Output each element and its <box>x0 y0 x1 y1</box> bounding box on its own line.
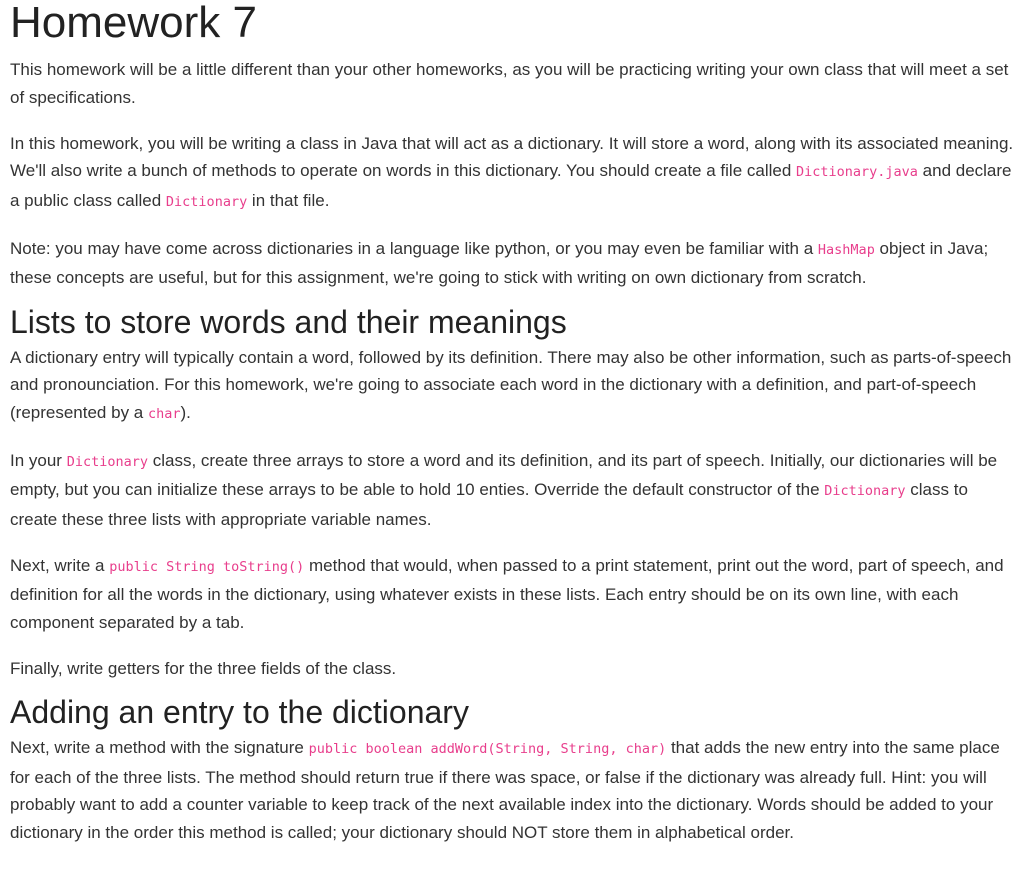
code-classname: Dictionary <box>66 453 148 470</box>
intro-paragraph-3 <box>10 235 1016 292</box>
intro-text: Note: you may have come across dictionaries in a language like python, or you may even be familiar with a <box>10 238 818 258</box>
code-classname: Dictionary <box>165 193 248 210</box>
intro-text: and declare a public class called <box>10 161 1012 210</box>
body-text: Next, write a <box>10 555 110 575</box>
section-heading-lists: Lists to store words and their meanings <box>10 303 567 340</box>
intro-paragraph-1 <box>10 56 1016 111</box>
body-text: Next, write a method with the signature <box>10 738 309 757</box>
code-hashmap: HashMap <box>817 241 875 258</box>
code-classname: Dictionary <box>824 483 906 499</box>
code-addword: public boolean addWord(String, String, char) <box>308 741 667 757</box>
adding-paragraph-1 <box>10 734 1016 846</box>
body-text: In your <box>10 450 67 470</box>
code-filename: Dictionary.java <box>796 164 918 180</box>
intro-text: In this homework, you will be writing a class in Java that will act as a dictionary. It will store a word, along with its associated meaning. We'll also write a bunch of methods to operate on words in this dictionary. You should create a file called <box>10 133 1014 180</box>
body-text: A dictionary entry will typically contain a word, followed by its definition. There may also be other information, such as parts-of-speech and pronounciation. For this homework, we're going to associate each word in the dictionary with a definition, and part-of-speech (represented by a <box>10 347 1012 422</box>
intro-text: in that file. <box>247 190 330 210</box>
intro-text: This homework will be a little different than your other homeworks, as you will be practicing writing your own class that will meet a set of specifications. <box>10 60 1009 107</box>
body-text: ). <box>180 402 191 422</box>
lists-paragraph-4 <box>10 655 1016 683</box>
intro-text: object in Java; these concepts are useful, but for this assignment, we're going to stick with writing on own dictionary from scratch. <box>10 238 989 287</box>
body-text: class to create these three lists with appropriate variable names. <box>10 480 968 529</box>
code-tostring: public String toString() <box>109 558 305 575</box>
lists-paragraph-2 <box>10 447 1016 534</box>
intro-paragraph-2 <box>10 130 1016 217</box>
body-text: that adds the new entry into the same place for each of the three lists. The method should return true if there was space, or false if the dictionary was already full. Hint: you will probably want to add a counter variable to keep track of the next available index into the dictionary. Words should be added to your dictionary in the order this method is called; your dictionary should NOT store them in alphabetical order. <box>10 738 1000 842</box>
body-text: method that would, when passed to a print statement, print out the word, part of speech, and definition for all the words in the dictionary, using whatever exists in these lists. Each entry should be on its own line, with each component separated by a tab. <box>10 555 1004 632</box>
body-text: class, create three arrays to store a word and its definition, and its part of speech. Initially, our dictionaries will be empty, but you can initialize these arrays to be able to hold 10 enties. Override the default constructor of the <box>10 450 998 499</box>
code-char: char <box>147 405 181 422</box>
body-text: Finally, write getters for the three fields of the class. <box>10 658 397 678</box>
section-heading-adding: Adding an entry to the dictionary <box>10 694 469 730</box>
lists-paragraph-3 <box>10 552 1016 637</box>
page-title: Homework 7 <box>10 0 257 47</box>
lists-paragraph-1 <box>10 344 1016 429</box>
